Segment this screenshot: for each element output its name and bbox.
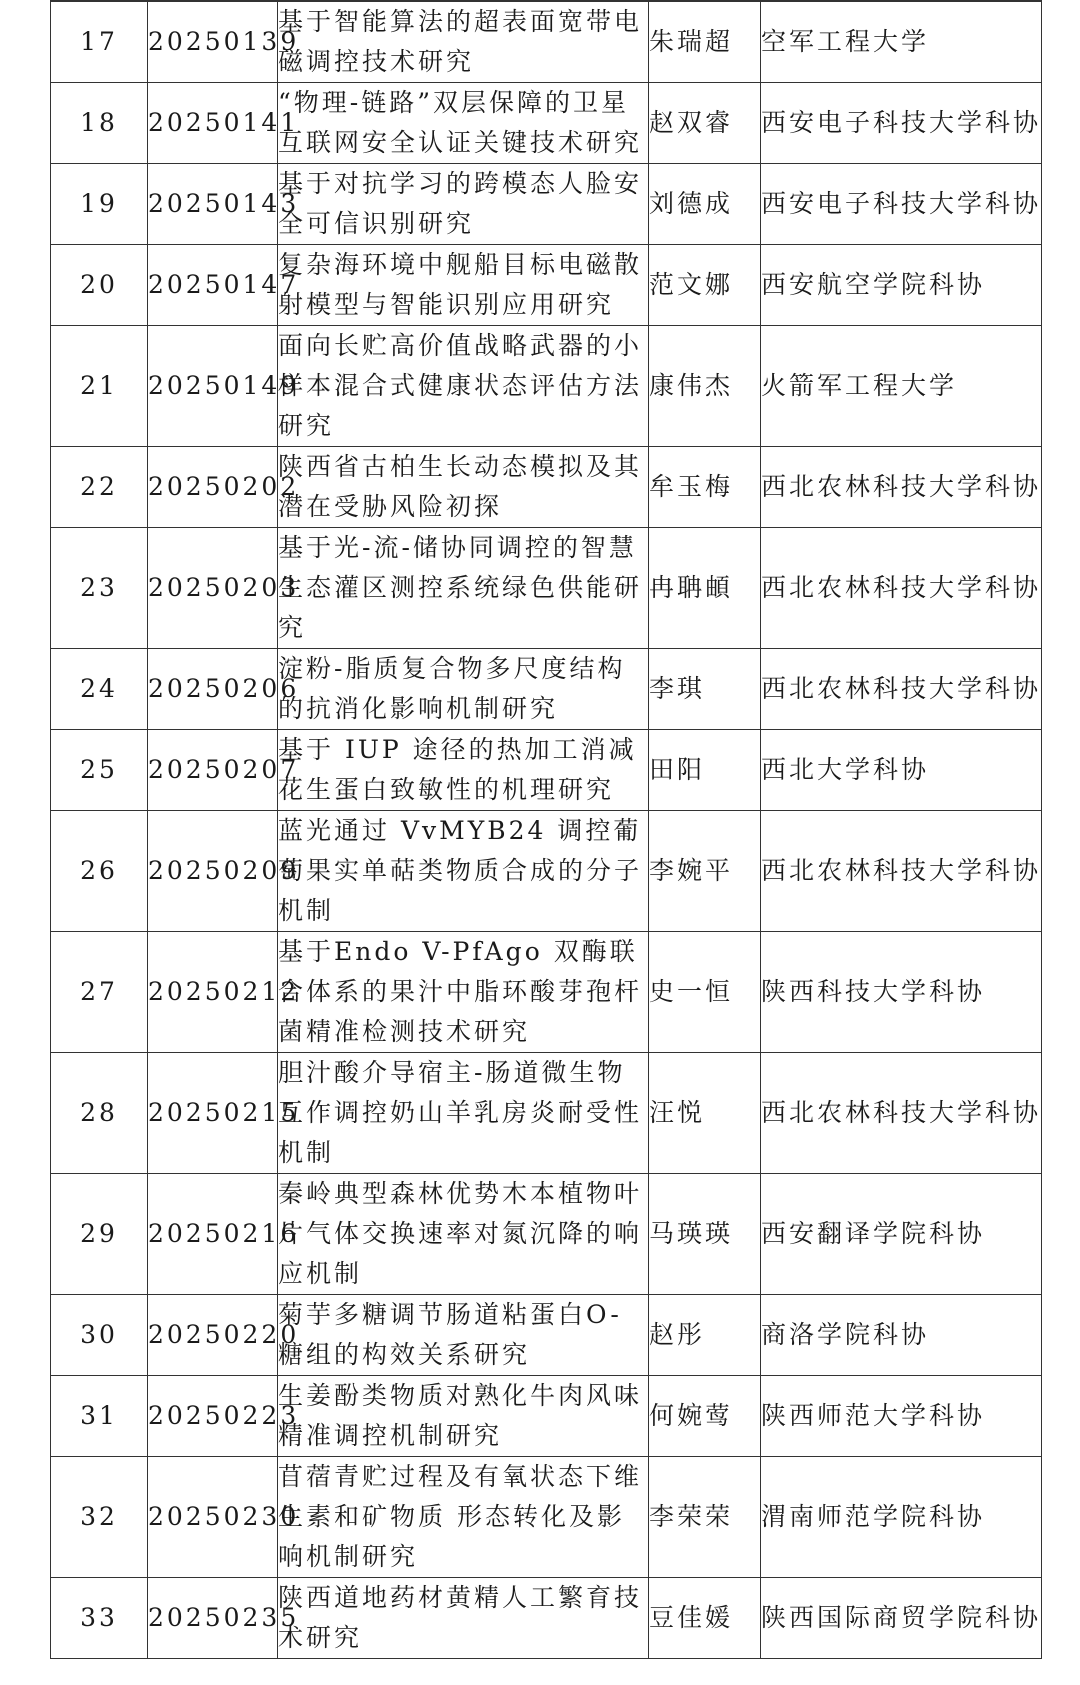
cell-number: 19 — [51, 164, 148, 245]
table-row — [51, 245, 1042, 326]
cell-organization: 西北农林科技大学科协 — [761, 811, 1042, 932]
cell-project-code: 20250139 — [148, 1, 278, 83]
cell-organization: 西北农林科技大学科协 — [761, 649, 1042, 730]
project-list-sheet — [50, 0, 1041, 1659]
cell-project-title: 陕西省古柏生长动态模拟及其潜在受胁风险初探 — [278, 447, 649, 528]
cell-number: 33 — [51, 1578, 148, 1659]
table-row — [51, 83, 1042, 164]
cell-organization: 火箭军工程大学 — [761, 326, 1042, 447]
cell-number: 18 — [51, 83, 148, 164]
cell-project-code: 20250206 — [148, 649, 278, 730]
cell-project-title: “物理-链路”双层保障的卫星互联网安全认证关键技术研究 — [278, 83, 649, 164]
cell-project-code: 20250212 — [148, 932, 278, 1053]
cell-project-code: 20250220 — [148, 1295, 278, 1376]
cell-number: 20 — [51, 245, 148, 326]
cell-applicant: 牟玉梅 — [649, 447, 761, 528]
cell-project-code: 20250207 — [148, 730, 278, 811]
cell-number: 22 — [51, 447, 148, 528]
cell-applicant: 田阳 — [649, 730, 761, 811]
table-row — [51, 1376, 1042, 1457]
cell-organization: 西安航空学院科协 — [761, 245, 1042, 326]
table-row — [51, 1295, 1042, 1376]
cell-project-code: 20250215 — [148, 1053, 278, 1174]
cell-organization: 西安电子科技大学科协 — [761, 83, 1042, 164]
cell-number: 17 — [51, 1, 148, 83]
table-row — [51, 932, 1042, 1053]
cell-organization: 陕西师范大学科协 — [761, 1376, 1042, 1457]
cell-applicant: 史一恒 — [649, 932, 761, 1053]
table-row — [51, 528, 1042, 649]
cell-applicant: 李荣荣 — [649, 1457, 761, 1578]
cell-organization: 西北农林科技大学科协 — [761, 528, 1042, 649]
cell-applicant: 李琪 — [649, 649, 761, 730]
cell-project-code: 20250149 — [148, 326, 278, 447]
table-row — [51, 1174, 1042, 1295]
cell-number: 21 — [51, 326, 148, 447]
table-row — [51, 730, 1042, 811]
table-row — [51, 649, 1042, 730]
cell-applicant: 何婉莺 — [649, 1376, 761, 1457]
cell-number: 30 — [51, 1295, 148, 1376]
cell-applicant: 范文娜 — [649, 245, 761, 326]
cell-organization: 渭南师范学院科协 — [761, 1457, 1042, 1578]
cell-project-code: 20250203 — [148, 528, 278, 649]
cell-number: 32 — [51, 1457, 148, 1578]
cell-project-title: 基于对抗学习的跨模态人脸安全可信识别研究 — [278, 164, 649, 245]
cell-applicant: 马瑛瑛 — [649, 1174, 761, 1295]
cell-project-code: 20250216 — [148, 1174, 278, 1295]
table-row — [51, 811, 1042, 932]
cell-organization: 空军工程大学 — [761, 1, 1042, 83]
cell-applicant: 赵彤 — [649, 1295, 761, 1376]
cell-project-title: 基于智能算法的超表面宽带电磁调控技术研究 — [278, 1, 649, 83]
cell-project-title: 秦岭典型森林优势木本植物叶片气体交换速率对氮沉降的响应机制 — [278, 1174, 649, 1295]
cell-organization: 西安翻译学院科协 — [761, 1174, 1042, 1295]
cell-project-code: 20250235 — [148, 1578, 278, 1659]
project-table-body — [51, 1, 1042, 1659]
cell-project-code: 20250209 — [148, 811, 278, 932]
cell-project-title: 生姜酚类物质对熟化牛肉风味精准调控机制研究 — [278, 1376, 649, 1457]
table-row — [51, 326, 1042, 447]
cell-project-title: 复杂海环境中舰船目标电磁散射模型与智能识别应用研究 — [278, 245, 649, 326]
cell-organization: 陕西科技大学科协 — [761, 932, 1042, 1053]
table-row — [51, 1457, 1042, 1578]
cell-number: 28 — [51, 1053, 148, 1174]
cell-project-code: 20250147 — [148, 245, 278, 326]
cell-project-title: 基于Endo V-PfAgo 双酶联合体系的果汁中脂环酸芽孢杆菌精准检测技术研究 — [278, 932, 649, 1053]
cell-project-title: 胆汁酸介导宿主-肠道微生物互作调控奶山羊乳房炎耐受性机制 — [278, 1053, 649, 1174]
cell-number: 27 — [51, 932, 148, 1053]
cell-number: 24 — [51, 649, 148, 730]
cell-project-code: 20250141 — [148, 83, 278, 164]
cell-project-title: 蓝光通过 VvMYB24 调控葡萄果实单萜类物质合成的分子机制 — [278, 811, 649, 932]
cell-project-title: 菊芋多糖调节肠道粘蛋白O-糖组的构效关系研究 — [278, 1295, 649, 1376]
cell-applicant: 李婉平 — [649, 811, 761, 932]
cell-number: 26 — [51, 811, 148, 932]
table-row — [51, 1, 1042, 83]
cell-project-title: 面向长贮高价值战略武器的小样本混合式健康状态评估方法研究 — [278, 326, 649, 447]
cell-organization: 西北农林科技大学科协 — [761, 1053, 1042, 1174]
cell-number: 31 — [51, 1376, 148, 1457]
cell-project-code: 20250223 — [148, 1376, 278, 1457]
cell-applicant: 刘德成 — [649, 164, 761, 245]
cell-project-code: 20250230 — [148, 1457, 278, 1578]
table-row — [51, 164, 1042, 245]
cell-project-code: 20250202 — [148, 447, 278, 528]
cell-number: 23 — [51, 528, 148, 649]
cell-number: 25 — [51, 730, 148, 811]
cell-project-title: 淀粉-脂质复合物多尺度结构的抗消化影响机制研究 — [278, 649, 649, 730]
cell-organization: 西北大学科协 — [761, 730, 1042, 811]
table-row — [51, 1578, 1042, 1659]
table-row — [51, 447, 1042, 528]
table-row — [51, 1053, 1042, 1174]
cell-organization: 商洛学院科协 — [761, 1295, 1042, 1376]
cell-project-title: 陕西道地药材黄精人工繁育技术研究 — [278, 1578, 649, 1659]
cell-applicant: 汪悦 — [649, 1053, 761, 1174]
cell-project-title: 基于 IUP 途径的热加工消减花生蛋白致敏性的机理研究 — [278, 730, 649, 811]
cell-applicant: 冉聃頔 — [649, 528, 761, 649]
cell-organization: 西北农林科技大学科协 — [761, 447, 1042, 528]
cell-number: 29 — [51, 1174, 148, 1295]
cell-organization: 西安电子科技大学科协 — [761, 164, 1042, 245]
cell-project-title: 基于光-流-储协同调控的智慧生态灌区测控系统绿色供能研究 — [278, 528, 649, 649]
cell-project-code: 20250143 — [148, 164, 278, 245]
cell-applicant: 康伟杰 — [649, 326, 761, 447]
cell-organization: 陕西国际商贸学院科协 — [761, 1578, 1042, 1659]
cell-applicant: 赵双睿 — [649, 83, 761, 164]
cell-project-title: 苜蓿青贮过程及有氧状态下维生素和矿物质 形态转化及影响机制研究 — [278, 1457, 649, 1578]
cell-applicant: 豆佳媛 — [649, 1578, 761, 1659]
cell-applicant: 朱瑞超 — [649, 1, 761, 83]
project-table — [50, 0, 1042, 1659]
